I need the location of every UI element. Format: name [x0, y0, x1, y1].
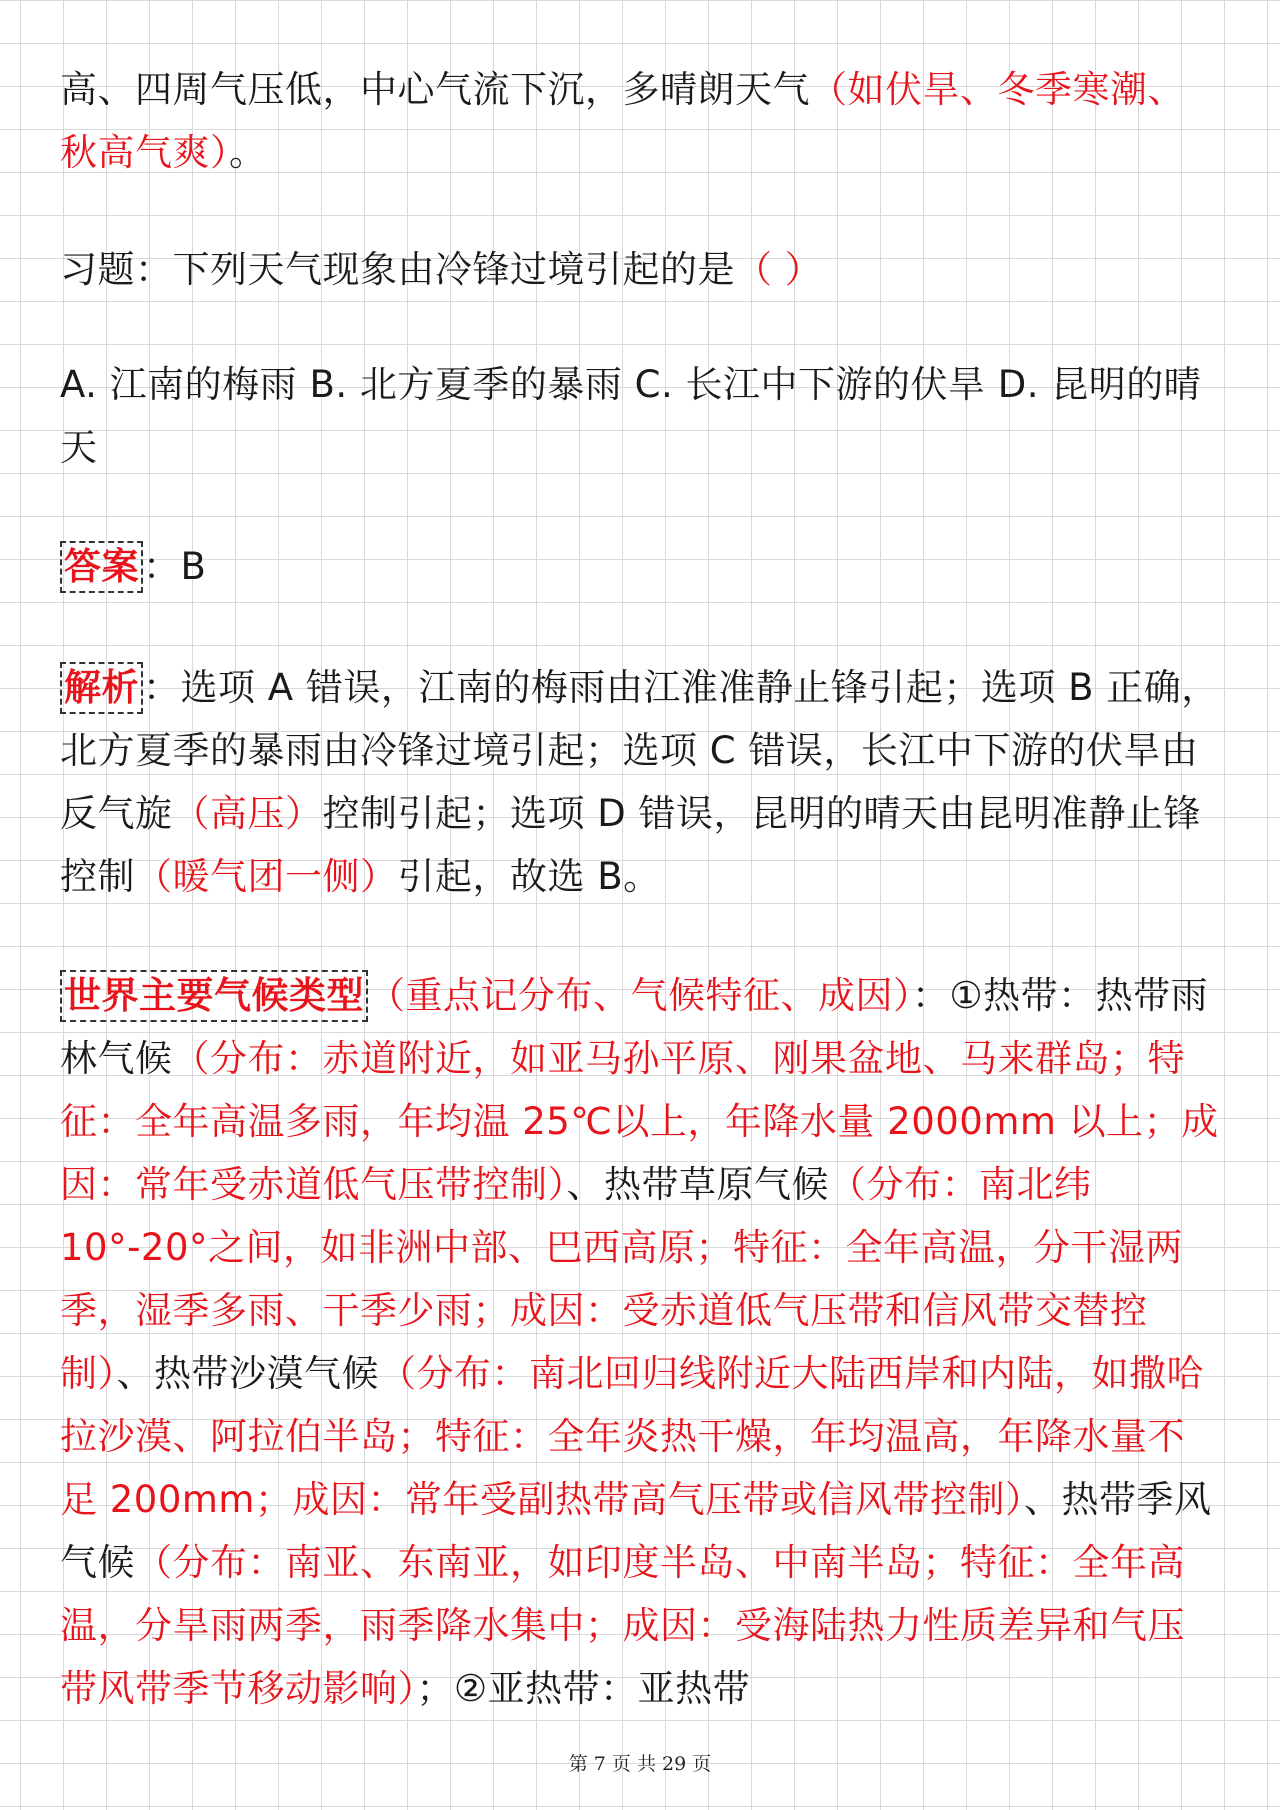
climate-text-3: 、热带沙漠气候 [116, 1352, 379, 1395]
options-paragraph: A. 江南的梅雨 B. 北方夏季的暴雨 C. 长江中下游的伏旱 D. 昆明的晴天 [60, 363, 1202, 469]
climate-label: 世界主要气候类型 [60, 970, 368, 1022]
intro-end: 。 [229, 131, 267, 174]
climate-text-2: 、热带草原气候 [566, 1163, 829, 1206]
answer-line [60, 535, 1220, 598]
climate-text-5: ；②亚热带：亚热带 [416, 1667, 751, 1710]
climate-detail-2: （分布：南北纬 10°-20°之间，如非洲中部、巴西高原；特征：全年高温，分干湿两季，湿季多雨、干季少雨；成因：受赤道低气压带和信风带交替控制） [60, 1163, 1184, 1395]
climate-detail-3: （分布：南北回归线附近大陆西岸和内陆，如撒哈拉沙漠、阿拉伯半岛；特征：全年炎热干燥，年均温高，年降水量不足 200mm；成因：常年受副热带高气压带或信风带控制） [60, 1352, 1204, 1521]
question-text: 习题：下列天气现象由冷锋过境引起的是 [60, 248, 735, 291]
document-page [60, 58, 1220, 1720]
climate-detail-4: （分布：南亚、东南亚，如印度半岛、中南半岛；特征：全年高温，分旱雨两季，雨季降水集中；成因：受海陆热力性质差异和气压带风带季节移动影响） [60, 1541, 1185, 1710]
analysis-paragraph [60, 656, 1220, 908]
answer-blank: （ ） [735, 248, 823, 291]
intro-highlight: （如伏旱、冬季寒潮、秋高气爽） [60, 68, 1185, 174]
climate-text-1: ：①热带：热带雨林气候 [60, 974, 1209, 1080]
page-footer: 第 7 页 共 29 页 [568, 1753, 712, 1775]
intro-text: 高、四周气压低，中心气流下沉，多晴朗天气 [60, 68, 810, 111]
answer-label: 答案 [60, 541, 143, 593]
answer-value: ：B [143, 545, 207, 588]
climate-detail-1: （分布：赤道附近，如亚马孙平原、刚果盆地、马来群岛；特征：全年高温多雨，年均温 25℃以上，年降水量 2000mm 以上；成因：常年受赤道低气压带控制） [60, 1037, 1219, 1206]
analysis-label: 解析 [60, 662, 143, 714]
analysis-highlight-1: （高压） [172, 792, 323, 835]
climate-paragraph [60, 964, 1220, 1720]
intro-paragraph [60, 58, 1220, 184]
climate-text-4: 、热带季风气候 [60, 1478, 1212, 1584]
analysis-text-3: 引起，故选 B。 [397, 855, 661, 898]
question-line [60, 238, 1220, 301]
analysis-highlight-2: （暖气团一侧） [135, 855, 398, 898]
analysis-text-2: 控制引起；选项 D 错误，昆明的晴天由昆明准静止锋控制 [60, 792, 1202, 898]
analysis-text-1: ：选项 A 错误，江南的梅雨由江淮准静止锋引起；选项 B 正确，北方夏季的暴雨由冷锋过境引起；选项 C 错误，长江中下游的伏旱由反气旋 [60, 666, 1219, 835]
climate-note: （重点记分布、气候特征、成因） [368, 974, 912, 1017]
